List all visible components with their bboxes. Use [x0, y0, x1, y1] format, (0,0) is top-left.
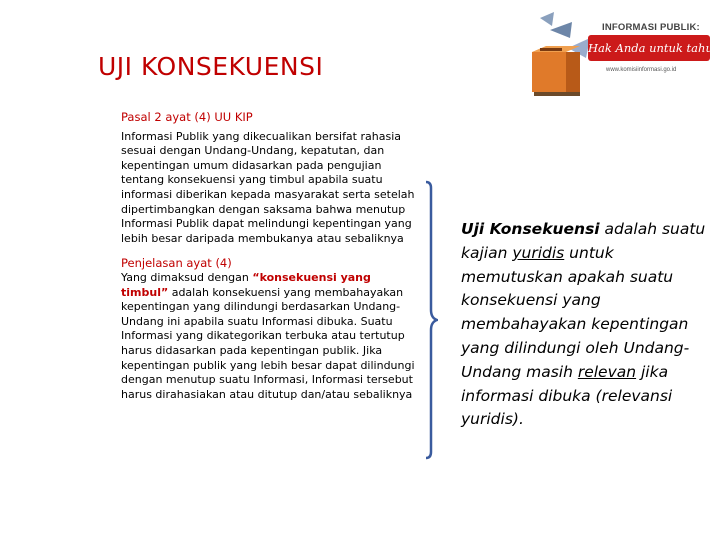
explanation-term: “konsekuensi yang timbul” [121, 270, 371, 299]
logo-heading: INFORMASI PUBLIK: [602, 22, 700, 33]
logo-url: www.komisiinformasi.go.id [606, 67, 677, 73]
slide-title: UJI KONSEKUENSI [98, 52, 324, 81]
definition-yuridis: yuridis [512, 243, 565, 262]
right-bracket [424, 180, 438, 460]
definition-text [461, 218, 711, 432]
definition-term: Uji Konsekuensi [461, 220, 600, 238]
explanation-prefix: Yang dimaksud dengan [121, 270, 253, 284]
explanation-body [121, 271, 421, 402]
article-heading: Pasal 2 ayat (4) UU KIP [121, 110, 253, 124]
logo-tagline: Hak Anda untuk tahu! [588, 35, 710, 61]
definition-relevan: relevan [577, 362, 637, 381]
logo [520, 8, 718, 98]
definition-text-1: adalah suatu kajian [461, 220, 706, 262]
ballot-box-logo-icon [520, 8, 595, 100]
left-column [121, 110, 421, 402]
definition-text-2: untuk memutuskan apakah suatu konsekuensi yang membahayakan kepentingan yang dilindungi oleh Undang-Undang masih [461, 243, 690, 381]
definition-text-3: jika informasi dibuka (relevansi yuridis). [461, 362, 673, 429]
explanation-heading: Penjelasan ayat (4) [121, 256, 232, 271]
explanation-rest: adalah konsekuensi yang membahayakan kepentingan yang dilindungi berdasarkan Undang-Undang ini apabila suatu Informasi dibuka. Suatu Informasi yang dikategorikan terbuka atau tertutup harus didasarkan pada kepentingan publik. Jika kepentingan publik yang lebih besar dapat dilindungi dengan menutup suatu Informasi, Informasi tersebut harus dirahasiakan atau ditutup dan/atau sebaliknya [121, 285, 415, 401]
article-body: Informasi Publik yang dikecualikan bersifat rahasia sesuai dengan Undang-Undang, kepatutan, dan kepentingan umum didasarkan pada pengujian tentang konsekuensi yang timbul apabila suatu informasi diberikan kepada masyarakat serta setelah dipertimbangkan dengan saksama bahwa menutup Informasi Publik dapat melindungi kepentingan yang lebih besar daripada membukanya atau sebaliknya [121, 129, 415, 245]
